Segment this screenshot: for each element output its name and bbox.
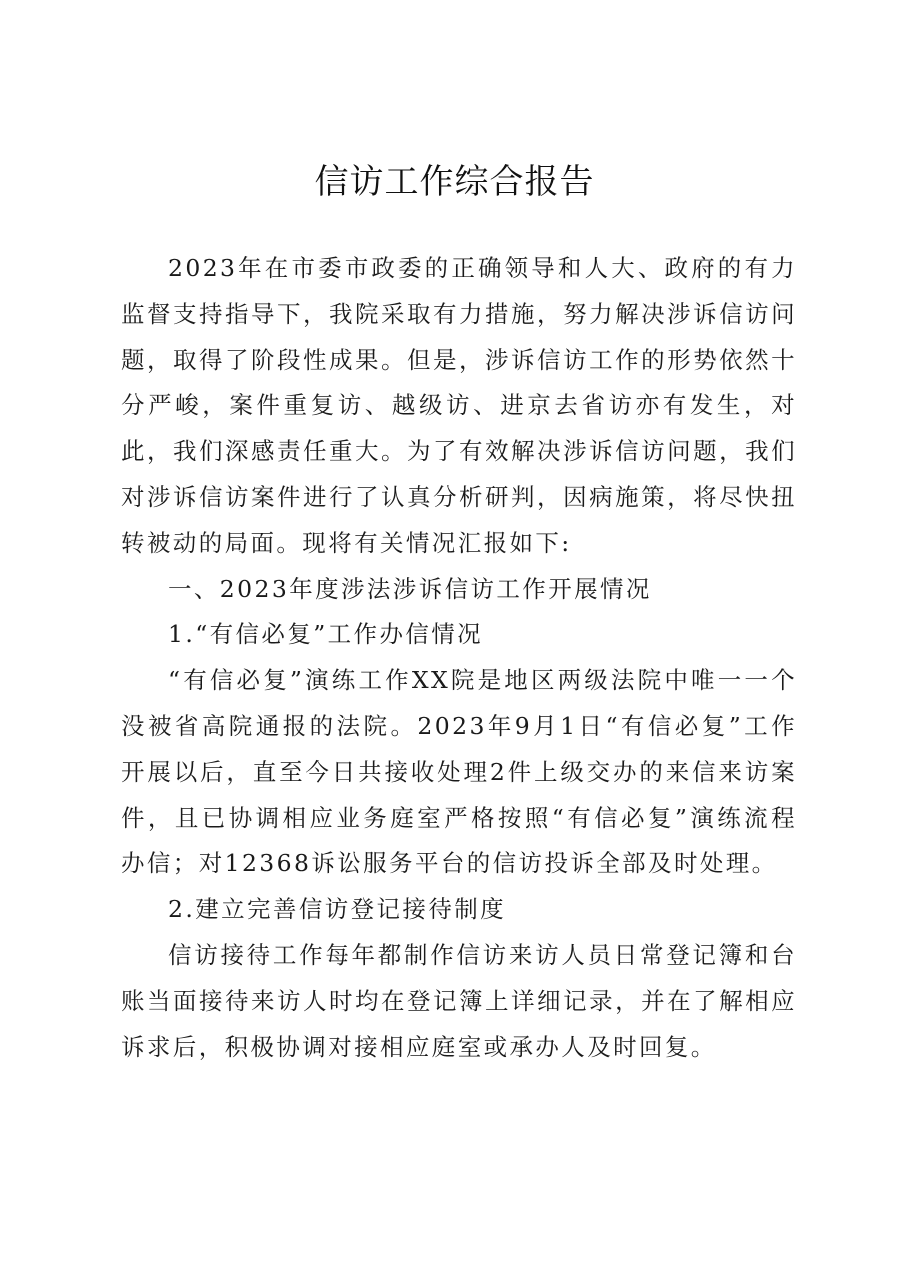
subsection-heading-2: 2.建立完善信访登记接待制度 bbox=[168, 895, 507, 924]
document-title: 信访工作综合报告 bbox=[314, 162, 595, 202]
paragraph-registration: 信访接待工作每年都制作信访来访人员日常登记簿和台账当面接待来访人时均在登记簿上详细记录，并在了解相应诉求后，积极协调对接相应庭室或承办人及时回复。 bbox=[121, 940, 797, 1061]
section-heading-1: 一、2023年度涉法涉诉信访工作开展情况 bbox=[168, 574, 652, 603]
subsection-heading-1: 1.“有信必复”工作办信情况 bbox=[168, 620, 484, 649]
paragraph-intro: 2023年在市委市政委的正确领导和人大、政府的有力监督支持指导下，我院采取有力措施，努力解决涉诉信访问题，取得了阶段性成果。但是，涉诉信访工作的形势依然十分严峻，案件重复访、越级访、进京去省访亦有发生，对此，我们深感责任重大。为了有效解决涉诉信访问题，我们对涉诉信访案件进行了认真分析研判，因病施策，将尽快扭转被动的局面。现将有关情况汇报如下: bbox=[121, 254, 797, 557]
paragraph-reply-work: “有信必复”演练工作XX院是地区两级法院中唯一一个没被省高院通报的法院。2023年9月1日“有信必复”工作开展以后，直至今日共接收处理2件上级交办的来信来访案件，且已协调相应业务庭室严格按照“有信必复”演练流程办信；对12368诉讼服务平台的信访投诉全部及时处理。 bbox=[121, 666, 797, 878]
document-body bbox=[121, 246, 797, 1070]
